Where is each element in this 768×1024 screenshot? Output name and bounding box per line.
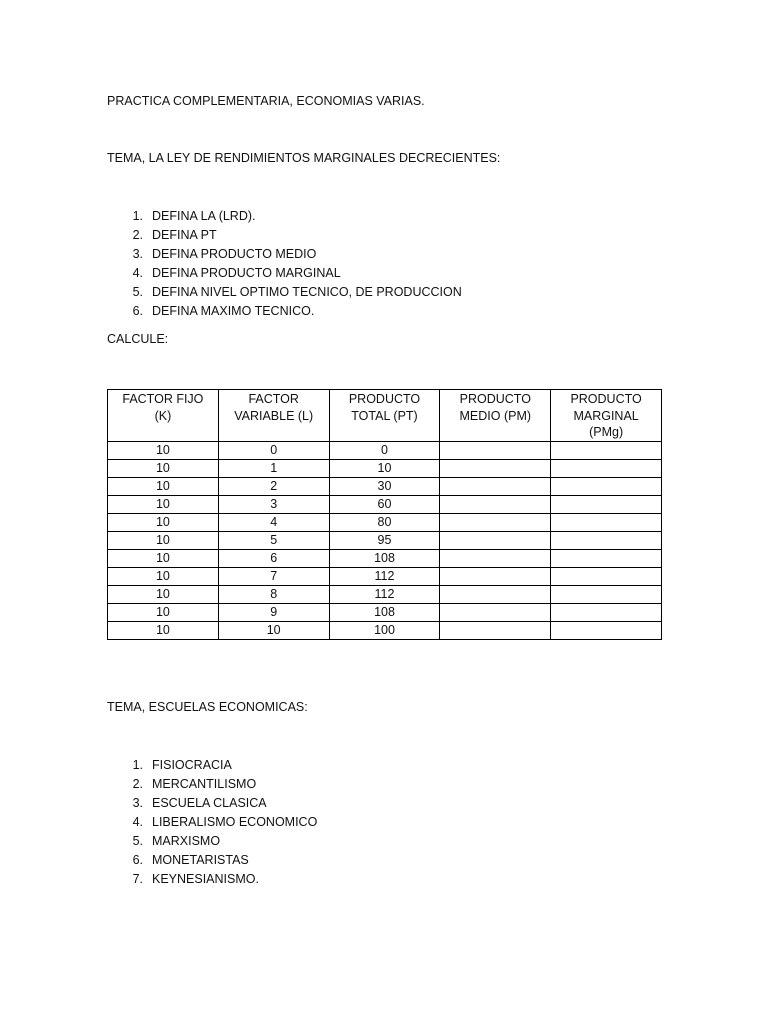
- cell-l: 4: [218, 514, 329, 532]
- cell-l: 1: [218, 460, 329, 478]
- list-item-number: 2.: [132, 228, 143, 242]
- cell-k: 10: [108, 568, 219, 586]
- cell-pt: 0: [329, 442, 440, 460]
- cell-pt: 112: [329, 586, 440, 604]
- list-item: [107, 870, 317, 889]
- header-producto-total: [329, 390, 440, 442]
- table-row: [108, 550, 662, 568]
- cell-pm: [440, 460, 551, 478]
- header-factor-fijo: [108, 390, 219, 442]
- table-row: [108, 496, 662, 514]
- list-item-number: 5.: [132, 285, 143, 299]
- list-item-text: LIBERALISMO ECONOMICO: [152, 815, 318, 829]
- list-item-number: 4.: [132, 815, 143, 829]
- cell-pmg: [551, 586, 662, 604]
- document-title: PRACTICA COMPLEMENTARIA, ECONOMIAS VARIAS.: [107, 94, 425, 108]
- header-factor-variable: [218, 390, 329, 442]
- list-item: [107, 756, 317, 775]
- cell-k: 10: [108, 622, 219, 640]
- table-row: [108, 604, 662, 622]
- cell-l: 2: [218, 478, 329, 496]
- cell-l: 9: [218, 604, 329, 622]
- questions-list: [107, 207, 462, 321]
- list-item-number: 4.: [132, 266, 143, 280]
- list-item: [107, 832, 317, 851]
- list-item-number: 3.: [132, 796, 143, 810]
- cell-k: 10: [108, 442, 219, 460]
- list-item-text: ESCUELA CLASICA: [152, 796, 267, 810]
- header-line: FACTOR: [248, 392, 299, 406]
- table-row: [108, 568, 662, 586]
- cell-pmg: [551, 568, 662, 586]
- header-line: PRODUCTO: [348, 392, 421, 406]
- table-row: [108, 586, 662, 604]
- header-line: VARIABLE (L): [234, 408, 314, 423]
- cell-k: 10: [108, 532, 219, 550]
- header-line: MARGINAL: [573, 408, 639, 423]
- calculate-label: CALCULE:: [107, 332, 169, 346]
- list-item-text: DEFINA MAXIMO TECNICO.: [152, 304, 315, 318]
- cell-pmg: [551, 442, 662, 460]
- cell-k: 10: [108, 514, 219, 532]
- header-line: TOTAL (PT): [351, 408, 418, 423]
- cell-pm: [440, 514, 551, 532]
- cell-pt: 108: [329, 604, 440, 622]
- cell-pmg: [551, 550, 662, 568]
- table-row: [108, 514, 662, 532]
- list-item-number: 2.: [132, 777, 143, 791]
- list-item: [107, 775, 317, 794]
- cell-pm: [440, 586, 551, 604]
- cell-pt: 112: [329, 568, 440, 586]
- list-item-number: 7.: [132, 872, 143, 886]
- cell-pt: 108: [329, 550, 440, 568]
- cell-l: 0: [218, 442, 329, 460]
- cell-pt: 80: [329, 514, 440, 532]
- cell-pt: 10: [329, 460, 440, 478]
- cell-pmg: [551, 604, 662, 622]
- list-item-text: DEFINA PRODUCTO MEDIO: [152, 247, 317, 261]
- cell-pm: [440, 622, 551, 640]
- cell-pm: [440, 442, 551, 460]
- cell-pmg: [551, 460, 662, 478]
- header-line: FACTOR FIJO: [122, 392, 204, 406]
- table-row: [108, 532, 662, 550]
- header-producto-marginal: [551, 390, 662, 442]
- list-item-text: MERCANTILISMO: [152, 777, 257, 791]
- list-item: [107, 226, 462, 245]
- list-item: [107, 264, 462, 283]
- cell-k: 10: [108, 460, 219, 478]
- list-item-text: MARXISMO: [152, 834, 221, 848]
- cell-pm: [440, 568, 551, 586]
- list-item-text: DEFINA LA (LRD).: [152, 209, 256, 223]
- list-item-text: DEFINA PRODUCTO MARGINAL: [152, 266, 341, 280]
- list-item: [107, 283, 462, 302]
- list-item-text: FISIOCRACIA: [152, 758, 232, 772]
- cell-pmg: [551, 478, 662, 496]
- cell-pt: 100: [329, 622, 440, 640]
- cell-pmg: [551, 622, 662, 640]
- list-item-number: 1.: [132, 758, 143, 772]
- table-header-row: [108, 390, 662, 442]
- topic-heading-schools: TEMA, ESCUELAS ECONOMICAS:: [107, 700, 308, 714]
- table-row: [108, 460, 662, 478]
- cell-k: 10: [108, 478, 219, 496]
- cell-l: 10: [218, 622, 329, 640]
- header-line: (PMg): [589, 425, 624, 439]
- header-line: PRODUCTO: [570, 392, 642, 406]
- cell-k: 10: [108, 550, 219, 568]
- cell-pm: [440, 532, 551, 550]
- cell-pmg: [551, 514, 662, 532]
- list-item-number: 6.: [132, 853, 143, 867]
- cell-pt: 95: [329, 532, 440, 550]
- cell-l: 6: [218, 550, 329, 568]
- list-item: [107, 851, 317, 870]
- cell-l: 8: [218, 586, 329, 604]
- list-item: [107, 302, 462, 321]
- cell-l: 3: [218, 496, 329, 514]
- schools-list: [107, 756, 317, 889]
- list-item: [107, 794, 317, 813]
- list-item-number: 1.: [132, 209, 143, 223]
- cell-pmg: [551, 496, 662, 514]
- cell-k: 10: [108, 604, 219, 622]
- header-line: MEDIO (PM): [459, 408, 532, 423]
- table-row: [108, 478, 662, 496]
- header-producto-medio: [440, 390, 551, 442]
- cell-pt: 30: [329, 478, 440, 496]
- cell-pm: [440, 604, 551, 622]
- table-row: [108, 622, 662, 640]
- list-item: [107, 245, 462, 264]
- list-item-text: KEYNESIANISMO.: [152, 872, 259, 886]
- header-line: (K): [154, 408, 172, 423]
- cell-k: 10: [108, 586, 219, 604]
- cell-pt: 60: [329, 496, 440, 514]
- cell-k: 10: [108, 496, 219, 514]
- cell-pm: [440, 496, 551, 514]
- list-item: [107, 207, 462, 226]
- list-item-number: 5.: [132, 834, 143, 848]
- topic-heading-returns: TEMA, LA LEY DE RENDIMIENTOS MARGINALES DECRECIENTES:: [107, 151, 501, 165]
- cell-pmg: [551, 532, 662, 550]
- list-item-text: MONETARISTAS: [152, 853, 249, 867]
- list-item: [107, 813, 317, 832]
- list-item-number: 6.: [132, 304, 143, 318]
- table-row: [108, 442, 662, 460]
- header-line: PRODUCTO: [459, 392, 531, 406]
- cell-l: 5: [218, 532, 329, 550]
- cell-pm: [440, 550, 551, 568]
- list-item-text: DEFINA NIVEL OPTIMO TECNICO, DE PRODUCCION: [152, 285, 462, 299]
- cell-l: 7: [218, 568, 329, 586]
- production-table: [107, 389, 662, 640]
- list-item-text: DEFINA PT: [152, 228, 217, 242]
- cell-pm: [440, 478, 551, 496]
- list-item-number: 3.: [132, 247, 143, 261]
